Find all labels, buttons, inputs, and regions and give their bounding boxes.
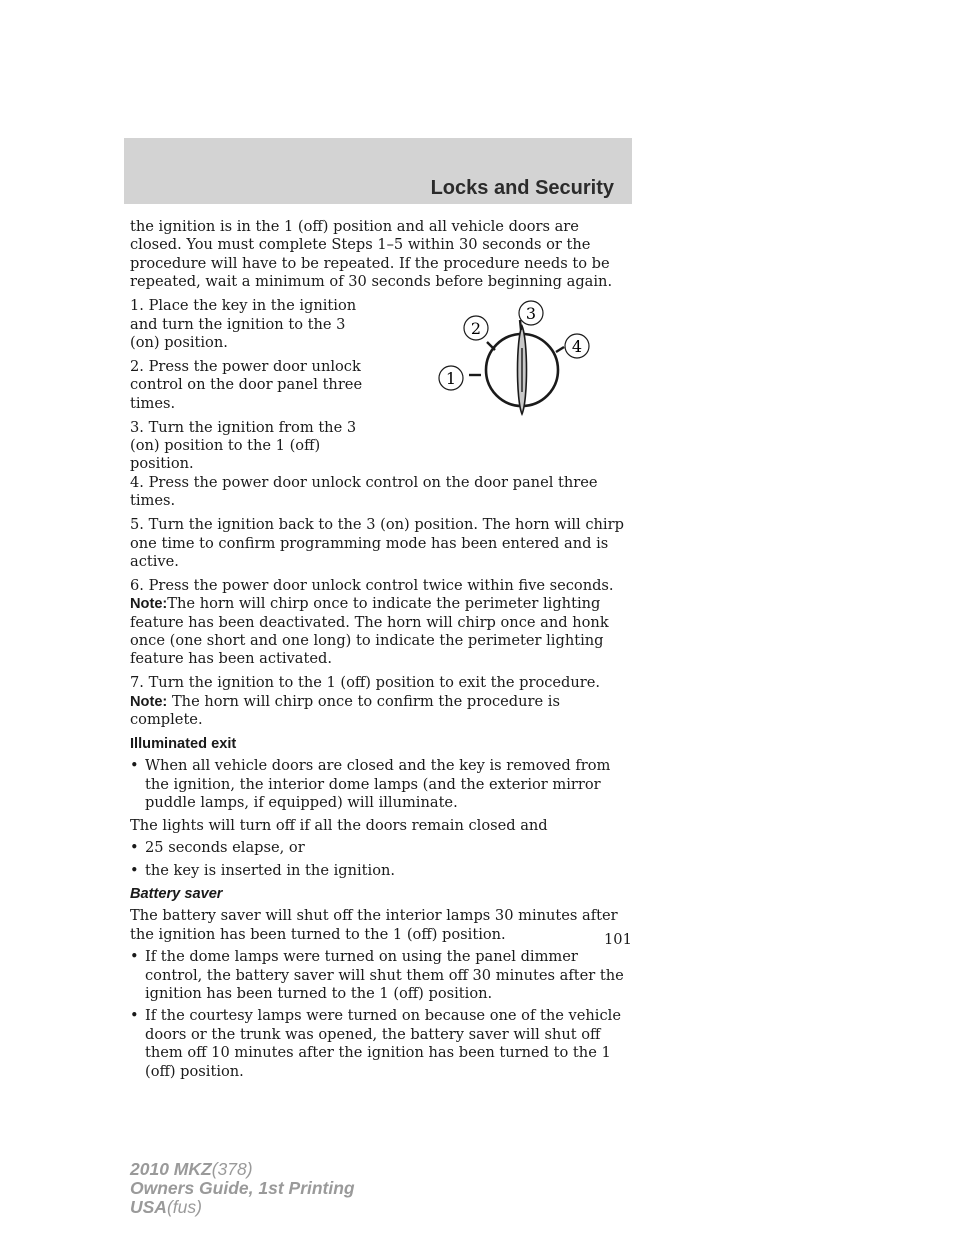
step-1: 1. Place the key in the ignition and turn the ignition to the 3 (on) position. <box>130 297 357 351</box>
illuminated-exit-lead: The lights will turn off if all the doors remain closed and <box>130 816 548 834</box>
battery-saver-text: The battery saver will shut off the interior lamps 30 minutes after the ignition has been turned to the 1 (off) position. <box>130 907 618 943</box>
footer-line-3 <box>130 1198 355 1217</box>
footer-model-code: (378) <box>211 1159 253 1179</box>
illuminated-exit-bullet-1: When all vehicle doors are closed and the key is removed from the ignition, the interior dome lamps (and the exterior mirror puddle lamps, if equipped) will illuminate. <box>145 757 611 812</box>
steps-top <box>130 297 375 474</box>
step-6-text: 6. Press the power door unlock control twice within five seconds. <box>130 576 614 594</box>
step-3: 3. Turn the ignition from the 3 (on) position to the 1 (off) position. <box>130 418 357 473</box>
bullet-icon: • <box>130 1007 139 1025</box>
position-2-label: 2 <box>470 319 482 338</box>
illuminated-exit-bullet-2: 25 seconds elapse, or <box>145 839 305 857</box>
bullet-icon: • <box>130 948 139 966</box>
intro-paragraph: the ignition is in the 1 (off) position and all vehicle doors are closed. You must complete Steps 1–5 within 30 seconds or the procedure will have to be repeated. If the procedure needs to be repeated, wait a minimum of 30 seconds before beginning again. <box>130 218 613 291</box>
footer-edition: Owners Guide, 1st Printing <box>130 1178 355 1198</box>
bullet-icon: • <box>130 861 139 879</box>
step-5: 5. Turn the ignition back to the 3 (on) position. The horn will chirp one time to confirm programming mode has been entered and is active. <box>130 516 624 570</box>
bullet-icon: • <box>130 757 139 775</box>
list-item <box>130 862 635 880</box>
step-7-note-label: Note: <box>130 693 168 710</box>
position-1-label: 1 <box>445 369 457 388</box>
footer-line-1 <box>130 1160 355 1179</box>
ignition-positions-figure <box>420 300 600 425</box>
page-number: 101 <box>604 931 632 948</box>
step-6-note-label: Note: <box>130 596 168 613</box>
position-3-tick <box>520 320 521 330</box>
section-title: Locks and Security <box>430 177 614 199</box>
footer-model: 2010 MKZ <box>130 1159 212 1179</box>
bullet-icon: • <box>130 839 139 857</box>
list-item <box>130 948 635 1003</box>
step-6 <box>130 577 635 669</box>
position-3-label: 3 <box>525 304 537 323</box>
position-4-label: 4 <box>571 337 583 356</box>
battery-saver-heading: Battery saver <box>130 885 223 902</box>
battery-saver-bullet-1: If the dome lamps were turned on using the panel dimmer control, the battery saver will shut them off 30 minutes after the ignition has been turned to the 1 (off) position. <box>145 948 624 1002</box>
step-7 <box>130 674 635 729</box>
position-4-tick <box>556 347 564 352</box>
list-item <box>130 757 635 812</box>
step-7-text: 7. Turn the ignition to the 1 (off) position to exit the procedure. <box>130 674 601 692</box>
footer-line-2 <box>130 1179 355 1198</box>
list-item <box>130 1007 635 1081</box>
step-6-note: The horn will chirp once to indicate the perimeter lighting feature has been deactivated. The horn will chirp once and honk once (one short and one long) to indicate the perimeter lighting feature has been activated. <box>130 595 609 668</box>
footer-market-code: (fus) <box>166 1197 202 1217</box>
print-footer <box>130 1160 355 1217</box>
list-item <box>130 839 635 857</box>
section-header-band <box>124 138 632 204</box>
step-7-note: The horn will chirp once to confirm the procedure is complete. <box>130 692 560 729</box>
illuminated-exit-heading: Illuminated exit <box>130 736 237 753</box>
step-2: 2. Press the power door unlock control on the door panel three times. <box>130 357 363 412</box>
step-4: 4. Press the power door unlock control on the door panel three times. <box>130 473 598 510</box>
illuminated-exit-bullet-3: the key is inserted in the ignition. <box>145 861 396 879</box>
ignition-diagram <box>420 300 600 425</box>
battery-saver-bullet-2: If the courtesy lamps were turned on because one of the vehicle doors or the trunk was opened, the battery saver will shut off them off 10 minutes after the ignition has been turned to the 1 (off) position. <box>145 1007 621 1080</box>
footer-market: USA <box>130 1197 167 1217</box>
